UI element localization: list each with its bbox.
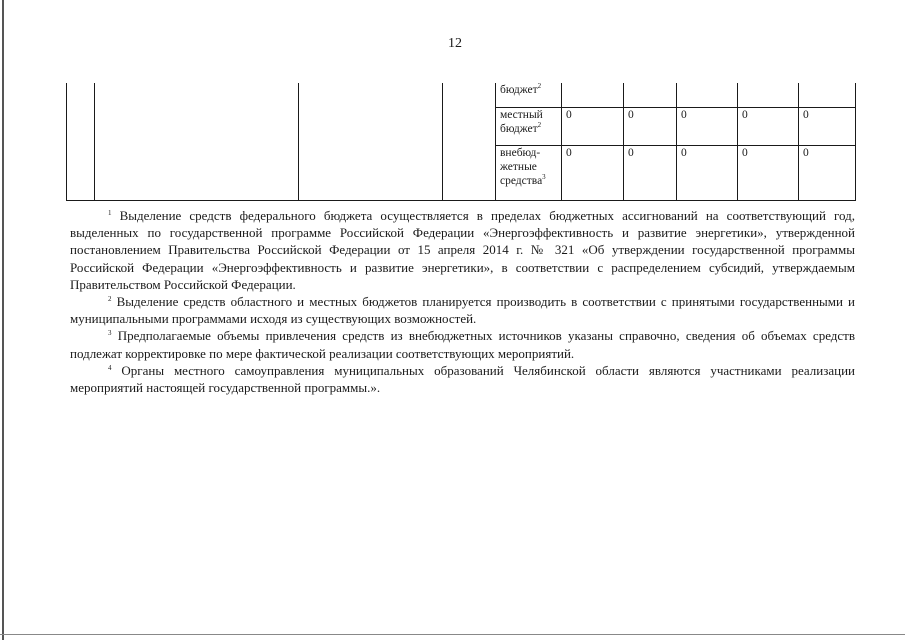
term-cell xyxy=(443,83,496,201)
value-cell xyxy=(562,83,624,108)
scan-bottom-edge xyxy=(0,634,905,635)
value-cell xyxy=(677,83,738,108)
value-cell xyxy=(624,83,677,108)
footnotes xyxy=(70,207,855,396)
footnote-text: Выделение средств федерального бюджета осуществляется в пределах бюджетных ассигнований на соответствующий год, выделенных по государственной программе Российской Федерации «Энергоэффективность и развитие энергетики», утвержденной постановлением Правительства Российской Федерации от 15 апреля 2014 г. № 321 «Об утверждении государственной программы Российской Федерации «Энергоэффективность и развитие энергетики», в соответствии с распределением субсидий, утверждаемым Правительством Российской Федерации. xyxy=(70,208,855,292)
value-cell: 0 xyxy=(799,108,856,146)
source-cell: местный бюджет$^2$ xyxy=(496,108,562,146)
value-cell: 0 xyxy=(562,108,624,146)
footnote-2 xyxy=(70,293,855,327)
footnote-1 xyxy=(70,207,855,293)
value-cell xyxy=(738,83,799,108)
value-cell: 0 xyxy=(677,108,738,146)
source-cell: бюджет$^2$ xyxy=(496,83,562,108)
source-cell: внебюд-жетные средства$^3$ xyxy=(496,146,562,201)
footnote-4 xyxy=(70,362,855,396)
footnote-text: Выделение средств областного и местных бюджетов планируется производить в соответствии с принятыми государственными и муниципальными программами исходя из существующих возможностей. xyxy=(70,294,855,327)
footnote-mark: 4 xyxy=(108,363,112,372)
footnote-mark: 1 xyxy=(108,209,112,217)
value-cell xyxy=(799,83,856,108)
footnote-text: Предполагаемые объемы привлечения средств из внебюджетных источников указаны справочно, сведения об объемах средств подлежат корректировке по мере фактической реализации соответствующих мероприятий. xyxy=(70,328,855,361)
footnote-3 xyxy=(70,327,855,361)
number-cell xyxy=(67,83,95,201)
value-cell: 0 xyxy=(677,146,738,201)
table-row xyxy=(67,83,856,108)
value-cell: 0 xyxy=(624,108,677,146)
executor-cell xyxy=(299,83,443,201)
footnote-mark: 3 xyxy=(108,329,112,338)
value-cell: 0 xyxy=(799,146,856,201)
value-cell: 0 xyxy=(738,108,799,146)
value-cell: 0 xyxy=(624,146,677,201)
value-cell: 0 xyxy=(562,146,624,201)
footnote-mark: 2 xyxy=(108,295,112,304)
budget-table xyxy=(66,83,856,201)
page-number: 12 xyxy=(448,36,462,51)
scan-left-edge xyxy=(2,0,4,640)
value-cell: 0 xyxy=(738,146,799,201)
event-name-cell xyxy=(95,83,299,201)
footnote-text: Органы местного самоуправления муниципальных образований Челябинской области являются участниками реализации мероприятий настоящей государственной программы.». xyxy=(70,362,856,396)
